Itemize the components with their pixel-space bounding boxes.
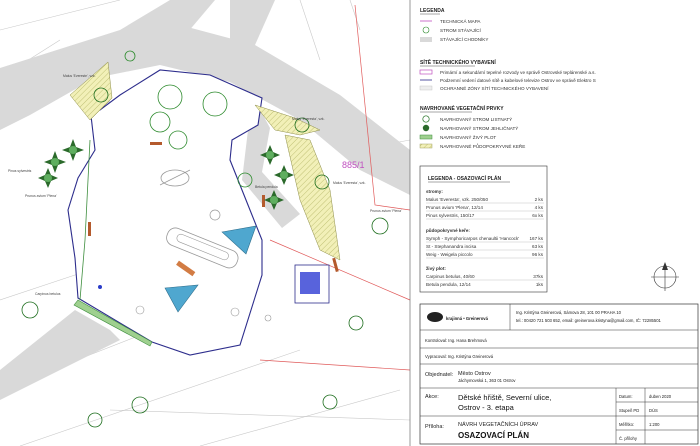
company-contact: tel.: 00420 721 503 652, email: greinerova.kristyna@gmail.com, IČ: 72285501: [516, 318, 661, 323]
deciduous-tree-icon: [423, 116, 429, 122]
attachment-line-2: OSAZOVACÍ PLÁN: [458, 431, 529, 440]
existing-path-swatch: [420, 37, 432, 42]
shrub-row-2-qty: 63 ks: [532, 244, 543, 249]
protection-zone-swatch: [420, 86, 432, 90]
client-label: Objednatel:: [425, 372, 454, 378]
legend-network-heat: Primární a sekundární tepelné rozvody ve správě Ostrovské teplárenské a.s.: [440, 70, 596, 75]
legend-title: LEGENDA: [420, 8, 445, 14]
company-address: Ing. Kristýna Greinerová, Sámova 28, 101 00 PRAHA 10: [516, 310, 621, 315]
legend-network-title: SÍTĚ TECHNICKÉHO VYBAVENÍ: [420, 60, 496, 66]
legend-proposal-title: NAVRHOVANÉ VEGETAČNÍ PRVKY: [420, 106, 504, 112]
company-logo-text: krajinná • Greinerová: [446, 316, 488, 321]
attachment-label: Příloha:: [425, 424, 444, 430]
shrub-row-1-name: Symph - Symphoricarpos chenaultii 'Hancock': [426, 236, 520, 241]
hedge-heading: živý plot:: [426, 266, 446, 271]
legend-network-data: Podzemní vedení datové sítě a kabelové televize Ostrov ve správě Elektro S: [440, 78, 596, 83]
legend: [420, 8, 596, 149]
project-label: Akce:: [425, 394, 439, 400]
hedge-swatch: [420, 135, 432, 139]
shrub-bed-right-strip: [285, 135, 340, 260]
tree-label-malus-2: Malus 'Everesta', vzk.: [292, 117, 325, 121]
tree-label-malus-3: Malus 'Everesta', vzk.: [333, 181, 366, 185]
scale-label: Měřítko:: [619, 422, 635, 427]
stage-value: DÚS: [649, 408, 658, 413]
fountain-element: [295, 265, 329, 303]
legend-network-zones: OCHRANNÉ ZÓNY SÍTÍ TECHNICKÉHO VYBAVENÍ: [440, 86, 549, 91]
tree-row-1-qty: 2 ks: [534, 197, 543, 202]
planting-legend: [420, 166, 547, 292]
tree-row-2-name: Prunus avium 'Plena', 12/14: [426, 205, 483, 210]
hedge-row-1-name: Carpinus betulus, 40/60: [426, 274, 475, 279]
tree-label-pinus: Pinus sylvestris: [8, 169, 32, 173]
heat-network-swatch: [420, 70, 432, 74]
existing-tree-icon: [423, 27, 429, 33]
tree-row-1-name: Malus 'Everesta', vzk. 250/050: [426, 197, 489, 202]
title-block: [420, 304, 698, 444]
legend-item-existing-tree: STROM STÁVAJÍCÍ: [440, 28, 481, 33]
parcel-number: 885/1: [342, 160, 365, 170]
shrub-row-3-qty: 96 ks: [532, 252, 543, 257]
conifer-tree-icon: [423, 125, 429, 131]
tree-row-2-qty: 4 ks: [534, 205, 543, 210]
trees-heading: stromy:: [426, 189, 443, 194]
shrub-row-3-name: Weig - Weigela piccolo: [426, 252, 473, 257]
north-arrow-icon: [651, 262, 679, 291]
boundary-lines: [260, 5, 410, 370]
checked-by: Kontroloval: Ing. Hana Brehmová: [425, 338, 487, 343]
legend-proposal-shrubs: NAVRHOVANÉ PŮDOPOKRYVNÉ KEŘE: [440, 144, 526, 149]
hedge-row-1-qty: 37ks: [533, 274, 543, 279]
shrub-swatch: [420, 144, 432, 148]
planting-title: LEGENDA - OSAZOVACÍ PLÁN: [428, 176, 502, 182]
hedge-row-2-qty: 1ks: [535, 282, 543, 287]
attachment-number-label: Č. přílohy: [619, 436, 637, 441]
tree-label-prunus-1: Prunus avium 'Plena': [25, 194, 57, 198]
client-address: Jáchymovská 1, 363 01 Ostrov: [458, 378, 516, 383]
scale-value: 1:200: [649, 422, 660, 427]
hedge-row-2-name: Betula pendula, 12/14: [426, 282, 471, 287]
legend-proposal-conifer: NAVRHOVANÝ STROM JEHLIČNATÝ: [440, 126, 519, 131]
shrub-row-1-qty: 167 ks: [529, 236, 543, 241]
legend-item-tech-map: TECHNICKÁ MAPA: [440, 19, 481, 24]
client-name: Město Ostrov: [458, 371, 491, 377]
legend-item-existing-path: STÁVAJÍCÍ CHODNÍKY: [440, 37, 489, 42]
tree-label-malus-1: Malus 'Evereste', vzk.: [63, 74, 96, 78]
tree-label-prunus-2: Prunus avium 'Plena': [370, 209, 402, 213]
tree-label-betula: Betula pendula: [255, 185, 278, 189]
tree-row-3-name: Pinus sylvestris, 150/17: [426, 213, 475, 218]
legend-proposal-deciduous: NAVRHOVANÝ STROM LISTNATÝ: [440, 117, 513, 122]
project-line-1: Dětské hřiště, Severní ulice,: [458, 393, 552, 402]
shrubs-heading: půdopokryvné keře:: [426, 228, 470, 233]
attachment-line-1: NÁVRH VEGETAČNÍCH ÚPRAV: [458, 422, 539, 428]
drawn-by: Vypracoval: Ing. Kristýna Greinerová: [425, 354, 494, 359]
project-line-2: Ostrov - 3. etapa: [458, 403, 514, 412]
tree-label-carpinus: Carpinus betulus: [35, 292, 61, 296]
stage-label: Stupeň PD: [619, 408, 640, 413]
tree-row-3-qty: 6x ks: [532, 213, 543, 218]
legend-proposal-hedge: NAVRHOVANÝ ŽIVÝ PLOT: [440, 135, 497, 140]
date-value: duben 2020: [649, 394, 672, 399]
shrub-row-2-name: St - Stephanandra incisa: [426, 244, 477, 249]
date-label: Datum:: [619, 394, 633, 399]
